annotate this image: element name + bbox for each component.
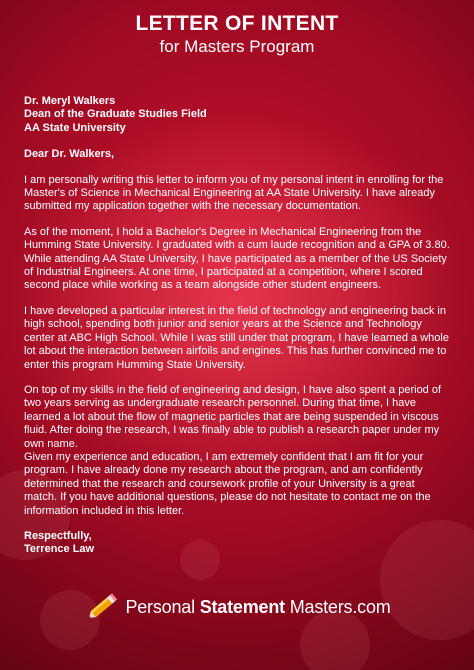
brand-name [125,597,390,618]
letter-header [0,12,474,58]
paragraph-intent: I am personally writing this letter to inform you of my personal intent in enrolling for the Master's of Science in Mechanical Engineering at AA State University. I have already submitted my application together with the necessary documentation. [24,173,444,213]
valediction: Respectfully, [24,529,92,542]
signature: Terrence Law [24,543,95,556]
paragraph-education: As of the moment, I hold a Bachelor's Degree in Mechanical Engineering from the Humming State University. I graduated with a cum laude recognition and a GPA of 3.80. While attending AA State University, I have participated as a member of the US Society of Industrial Engineers. At one time, I participated at a competition, where I scored second place while working as a team alongside other student engineers. [24,225,450,292]
recipient-block [24,95,450,135]
recipient-title: Dean of the Graduate Studies Field [24,108,207,121]
closing-block [24,530,450,557]
paragraph-conclusion: Given my experience and education, I am extremely confident that I am fit for your program. I have already done my research about the program, and am confidently determined that the research and coursework profile of your University is a great match. If you have additional questions, please do not hesitate to contact me on the information included in this letter. [24,450,431,517]
letter-subtitle: for Masters Program [159,37,315,56]
brand-part-com: .com [352,596,391,617]
letter-body [24,95,450,557]
footer-brand[interactable] [0,582,474,632]
recipient-institution: AA State University [24,121,126,134]
paragraph-interest: I have developed a particular interest in the field of technology and engineering back in high school, spending both junior and senior years at the Science and Technology center at ABC High School. While I was still under that program, I have learned a whole lot about the interaction between airfoils and engines. This has further convinced me to enter this program Humming State University. [24,304,449,371]
brand-part-statement: Statement [199,596,285,617]
brand-part-personal: Personal [125,596,200,617]
brand-part-masters: Masters [284,596,353,617]
paragraph-research: On top of my skills in the field of engineering and design, I have also spent a period of two years serving as undergraduate research personnel. During that time, I have learned a lot about the flow of magnetic particles that are being suspended in viscous fluid. After doing the research, I was finally able to publish a research paper under my own name. [24,383,442,450]
pencil-icon [83,590,121,624]
letter-title: LETTER OF INTENT [135,12,339,35]
recipient-name: Dr. Meryl Walkers [24,95,116,107]
salutation: Dear Dr. Walkers, [24,148,115,161]
